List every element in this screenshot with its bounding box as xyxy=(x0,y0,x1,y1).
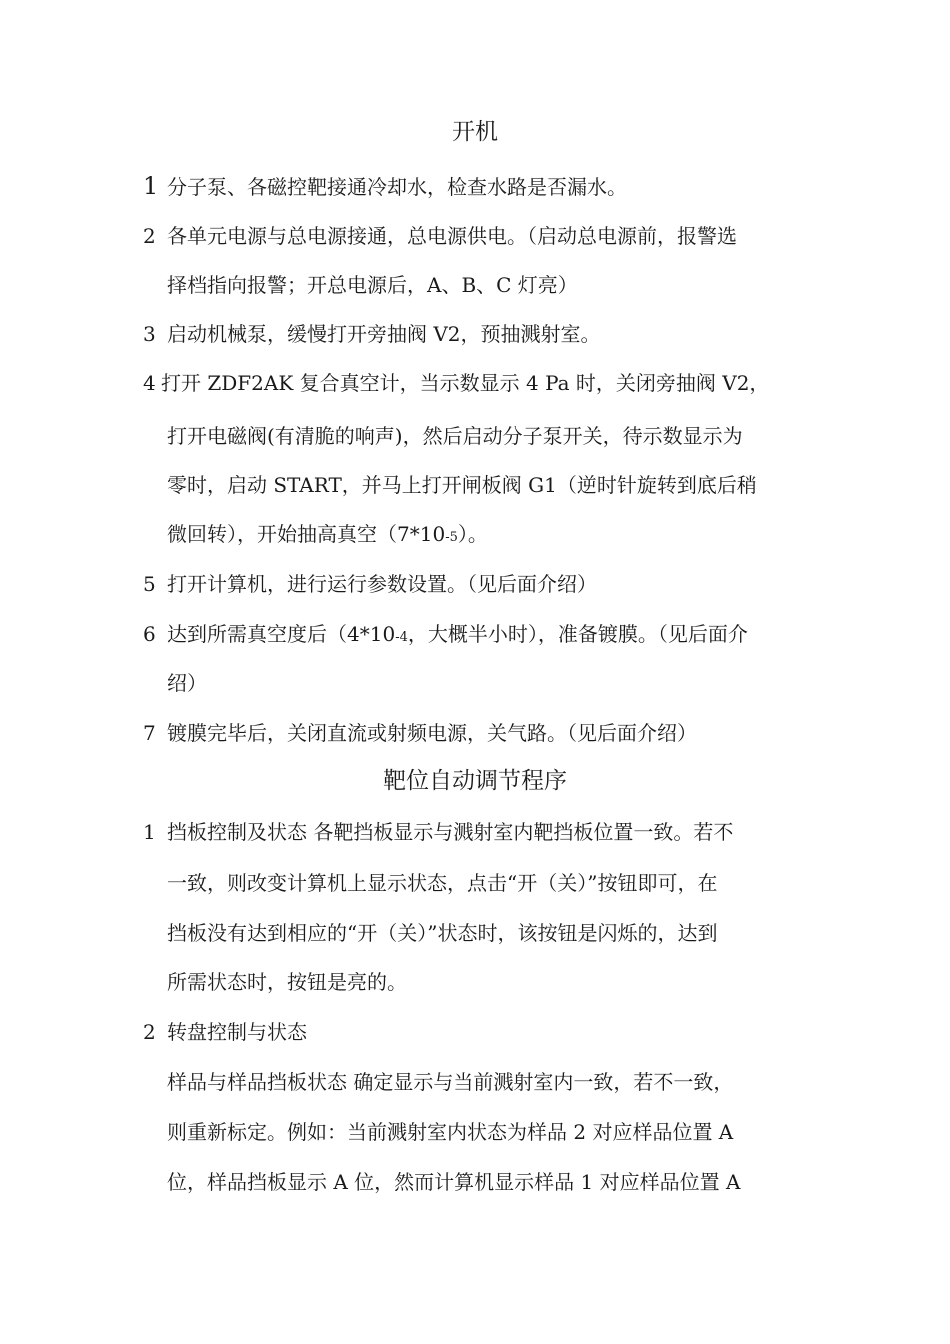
section-title-target-auto-adjust: 靶位自动调节程序 xyxy=(383,768,567,794)
item-text-continued: 所需状态时，按钮是亮的。 xyxy=(167,970,407,994)
item-number: 7 xyxy=(143,721,156,745)
item-text-continued: 绍） xyxy=(167,671,207,695)
item-number: 2 xyxy=(143,224,156,248)
exponent: -4 xyxy=(395,630,408,645)
list-item xyxy=(143,1018,307,1046)
item-text-continued: 打开电磁阀(有清脆的响声)，然后启动分子泵开关，待示数显示为 xyxy=(167,424,743,448)
item-text-continued: 微回转），开始抽高真空（7*10-5）。 xyxy=(167,522,488,546)
item-text: 启动机械泵，缓慢打开旁抽阀 V2，预抽溅射室。 xyxy=(167,322,601,346)
item-text: 各单元电源与总电源接通，总电源供电。（启动总电源前，报警选 xyxy=(167,224,737,248)
item-number: 5 xyxy=(143,572,156,596)
item-text: 分子泵、各磁控靶接通冷却水，检查水路是否漏水。 xyxy=(167,175,627,199)
list-item xyxy=(143,320,601,348)
list-item xyxy=(143,369,769,397)
list-item xyxy=(143,222,737,250)
item-text: 挡板控制及状态 各靶挡板显示与溅射室内靶挡板位置一致。若不 xyxy=(167,820,734,844)
item-text: 打开 ZDF2AK 复合真空计，当示数显示 4 Pa 时，关闭旁抽阀 V2， xyxy=(161,371,770,395)
item-text-continued: 零时，启动 START，并马上打开闸板阀 G1（逆时针旋转到底后稍 xyxy=(167,473,757,497)
item-text: 转盘控制与状态 xyxy=(167,1020,307,1044)
list-item xyxy=(143,570,597,598)
item-number: 2 xyxy=(143,1020,156,1044)
item-number: 1 xyxy=(143,820,156,844)
item-text-continued: 一致，则改变计算机上显示状态，点击“开（关）”按钮即可，在 xyxy=(167,871,718,895)
item-text-continued: 样品与样品挡板状态 确定显示与当前溅射室内一致，若不一致， xyxy=(167,1070,734,1094)
section-title-startup: 开机 xyxy=(452,119,498,145)
item-number: 1 xyxy=(143,172,159,200)
list-item xyxy=(143,818,733,846)
list-item xyxy=(143,719,697,747)
item-number: 4 xyxy=(143,371,156,395)
item-number: 6 xyxy=(143,622,156,646)
item-text-continued: 位，样品挡板显示 A 位，然而计算机显示样品 1 对应样品位置 A xyxy=(167,1170,741,1194)
item-number: 3 xyxy=(143,322,156,346)
item-text: 打开计算机，进行运行参数设置。（见后面介绍） xyxy=(167,572,597,596)
exponent: -5 xyxy=(445,530,458,545)
item-text-continued: 择档指向报警；开总电源后，A、B、C 灯亮） xyxy=(167,273,578,297)
item-text-continued: 挡板没有达到相应的“开（关）”状态时，该按钮是闪烁的，达到 xyxy=(167,921,718,945)
item-text: 镀膜完毕后，关闭直流或射频电源，关气路。（见后面介绍） xyxy=(167,721,697,745)
list-item: 6 达到所需真空度后（4*10-4，大概半小时），准备镀膜。（见后面介 xyxy=(143,622,748,646)
list-item xyxy=(143,172,627,201)
item-text-continued: 则重新标定。例如：当前溅射室内状态为样品 2 对应样品位置 A xyxy=(167,1120,734,1144)
